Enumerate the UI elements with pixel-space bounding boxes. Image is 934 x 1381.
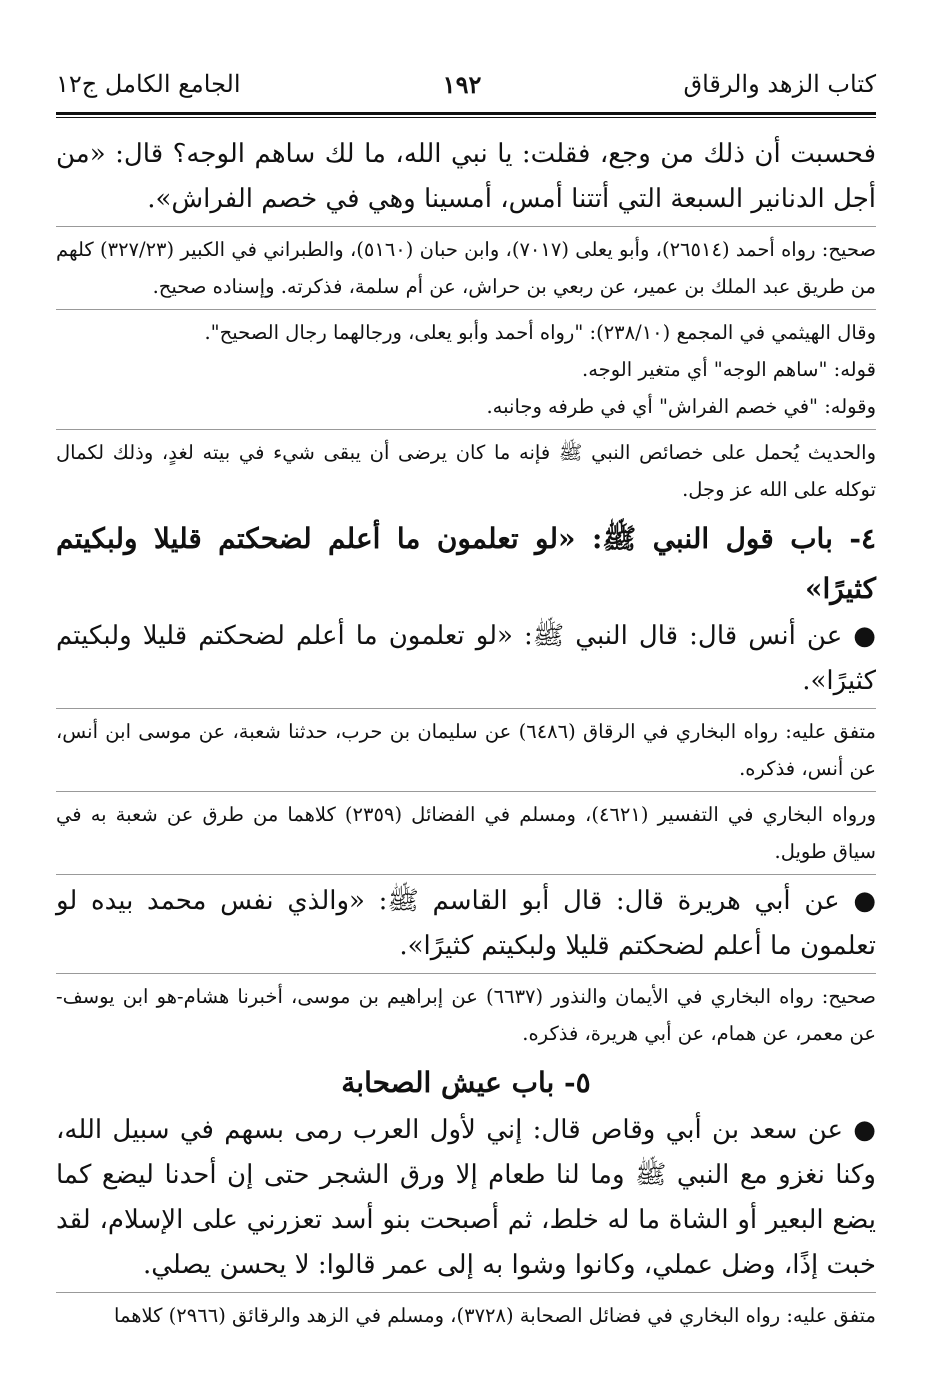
page-header [56,64,876,104]
page-content [56,132,876,1334]
divider [56,226,876,227]
header-rule-thick [56,112,876,115]
takhrij-note: متفق عليه: رواه البخاري في الرقاق (٦٤٨٦) عن سليمان بن حرب، حدثنا شعبة، عن موسى ابن أنس، عن أنس، فذكره. [56,720,876,780]
divider [56,309,876,310]
page-number: ١٩٢ [442,69,482,99]
divider [56,874,876,875]
divider [56,973,876,974]
divider [56,1292,876,1293]
commentary-note: قوله: "ساهم الوجه" أي متغير الوجه. [582,358,876,381]
hadith-text: ● عن أبي هريرة قال: قال أبو القاسم ﷺ: «والذي نفس محمد بيده لو تعلمون ما أعلم لضحكتم قليلا ولبكيتم كثيرًا». [56,886,876,961]
commentary-note: وقوله: "في خصم الفراش" أي في طرفه وجانبه. [486,395,876,418]
header-rule-thin [56,117,876,118]
header-volume-title: الجامع الكامل ج١٢ [56,70,241,98]
hadith-text: فحسبت أن ذلك من وجع، فقلت: يا نبي الله، ما لك ساهم الوجه؟ قال: «من أجل الدنانير السبعة التي أتتنا أمس، أمسينا وهي في خصم الفراش». [56,139,876,214]
hadith-text: ● عن أنس قال: قال النبي ﷺ: «لو تعلمون ما أعلم لضحكتم قليلا ولبكيتم كثيرًا». [56,621,876,696]
header-book-title: كتاب الزهد والرقاق [683,70,876,98]
commentary-note: وقال الهيثمي في المجمع (٢٣٨/١٠): "رواه أحمد وأبو يعلى، ورجالهما رجال الصحيح". [204,321,876,344]
takhrij-note: صحيح: رواه أحمد (٢٦٥١٤)، وأبو يعلى (٧٠١٧)، وابن حبان (٥١٦٠)، والطبراني في الكبير (٣٢٧/٢٣) كلهم من طريق عبد الملك بن عمير، عن ربعي بن حراش، عن أم سلمة، فذكرته. وإسناده صحيح. [56,238,876,298]
takhrij-note: ورواه البخاري في التفسير (٤٦٢١)، ومسلم في الفضائل (٢٣٥٩) كلاهما من طرق عن شعبة به في سياق طويل. [56,803,876,863]
chapter-heading: ٥- باب عيش الصحابة [341,1066,591,1099]
divider [56,429,876,430]
takhrij-note: صحيح: رواه البخاري في الأيمان والنذور (٦٦٣٧) عن إبراهيم بن موسى، أخبرنا هشام-هو ابن يوسف- عن معمر، عن همام، عن أبي هريرة، فذكره. [56,985,876,1045]
commentary-note: والحديث يُحمل على خصائص النبي ﷺ فإنه ما كان يرضى أن يبقى شيء في بيته لغدٍ، وذلك لكمال توكله على الله عز وجل. [56,441,876,501]
divider [56,708,876,709]
hadith-text: ● عن سعد بن أبي وقاص قال: إني لأول العرب رمى بسهم في سبيل الله، وكنا نغزو مع النبي ﷺ وما لنا طعام إلا ورق الشجر حتى إن أحدنا ليضع كما يضع البعير أو الشاة ما له خلط، ثم أصبحت بنو أسد تعزرني على الإسلام، لقد خبت إذًا، وضل عملي، وكانوا وشوا به إلى عمر قالوا: لا يحسن يصلي. [56,1115,876,1280]
chapter-heading: ٤- باب قول النبي ﷺ: «لو تعلمون ما أعلم لضحكتم قليلا ولبكيتم كثيرًا» [56,522,876,605]
takhrij-note: متفق عليه: رواه البخاري في فضائل الصحابة (٣٧٢٨)، ومسلم في الزهد والرقائق (٢٩٦٦) كلاهما [114,1304,876,1327]
divider [56,791,876,792]
